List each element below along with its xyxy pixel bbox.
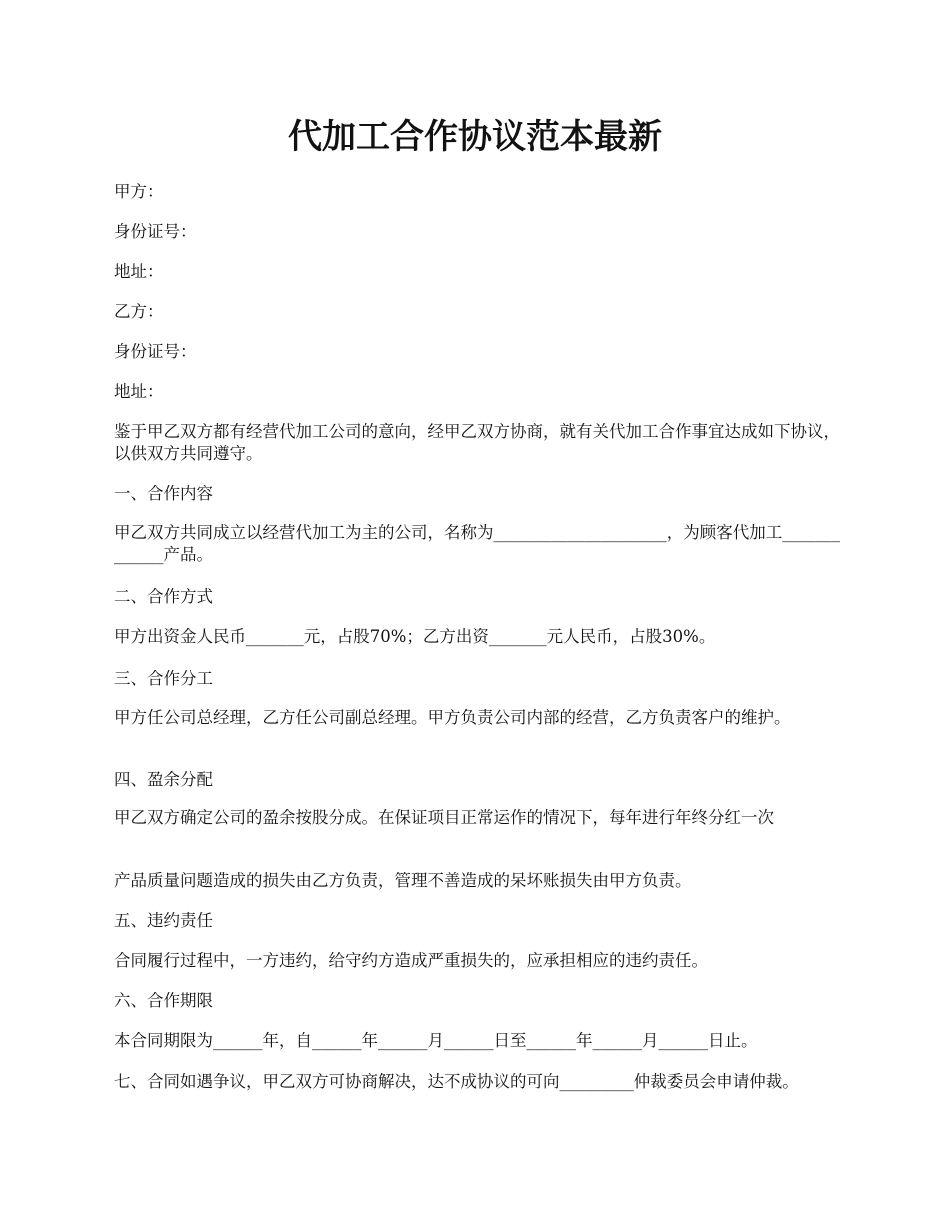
profit-distribution-paragraph: 甲乙双方确定公司的盈余按股分成。在保证项目正常运作的情况下，每年进行年终分红一次 <box>114 808 774 827</box>
section-heading-division-of-work: 三、合作分工 <box>114 669 213 688</box>
party-a-label: 甲方： <box>114 182 164 201</box>
party-b-address-label: 地址： <box>114 382 164 401</box>
cooperation-method-paragraph: 甲方出资金人民币_______元，占股70%；乙方出资_______元人民币，占股30%。 <box>114 627 716 646</box>
section-heading-term: 六、合作期限 <box>114 991 213 1010</box>
party-b-label: 乙方： <box>114 302 164 321</box>
party-a-address-label: 地址： <box>114 262 164 281</box>
term-paragraph: 本合同期限为______年，自______年______月______日至______年______月______日止。 <box>114 1031 758 1050</box>
section-heading-breach-liability: 五、违约责任 <box>114 911 213 930</box>
document-title: 代加工合作协议范本最新 <box>288 117 662 157</box>
division-of-work-paragraph: 甲方任公司总经理，乙方任公司副总经理。甲方负责公司内部的经营，乙方负责客户的维护。 <box>114 708 791 727</box>
section-heading-cooperation-method: 二、合作方式 <box>114 587 213 606</box>
loss-responsibility-paragraph: 产品质量问题造成的损失由乙方负责，管理不善造成的呆坏账损失由甲方负责。 <box>114 871 692 890</box>
party-a-id-label: 身份证号： <box>114 222 197 241</box>
dispute-resolution-paragraph: 七、合同如遇争议，甲乙双方可协商解决，达不成协议的可向_________仲裁委员会申请仲裁。 <box>114 1072 799 1091</box>
party-b-id-label: 身份证号： <box>114 342 197 361</box>
section-heading-cooperation-content: 一、合作内容 <box>114 484 213 503</box>
preamble-paragraph: 鉴于甲乙双方都有经营代加工公司的意向，经甲乙双方协商，就有关代加工合作事宜达成如下协议，以供双方共同遵守。 <box>114 422 840 463</box>
section-heading-profit-distribution: 四、盈余分配 <box>114 770 213 789</box>
breach-liability-paragraph: 合同履行过程中，一方违约，给守约方造成严重损失的，应承担相应的违约责任。 <box>114 951 708 970</box>
cooperation-content-paragraph: 甲乙双方共同成立以经营代加工为主的公司，名称为_____________________，为顾客代加工_____________产品。 <box>114 523 840 564</box>
